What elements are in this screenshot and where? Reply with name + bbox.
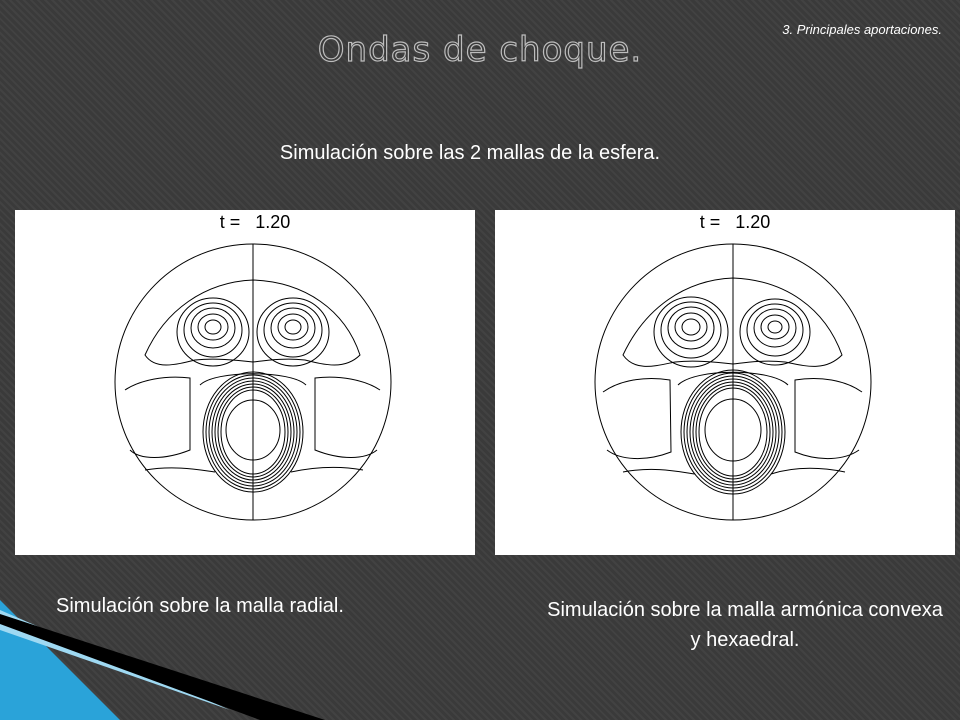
caption-harmonic: Simulación sobre la malla armónica convexa y hexaedral. xyxy=(547,599,943,651)
slide-title: Ondas de choque. xyxy=(317,30,643,70)
contour-plot-harmonic xyxy=(495,210,955,555)
time-label: t = 1.20 xyxy=(699,212,771,232)
simulation-panel-radial xyxy=(15,210,475,555)
contour-plot-radial xyxy=(15,210,475,555)
slide-subtitle: Simulación sobre las 2 mallas de la esfera. xyxy=(279,142,661,164)
caption-radial: Simulación sobre la malla radial. xyxy=(56,595,344,617)
corner-decoration xyxy=(0,600,330,720)
simulation-panel-harmonic xyxy=(495,210,955,555)
section-label: 3. Principales aportaciones. xyxy=(782,22,942,37)
time-label: t = 1.20 xyxy=(219,212,291,232)
